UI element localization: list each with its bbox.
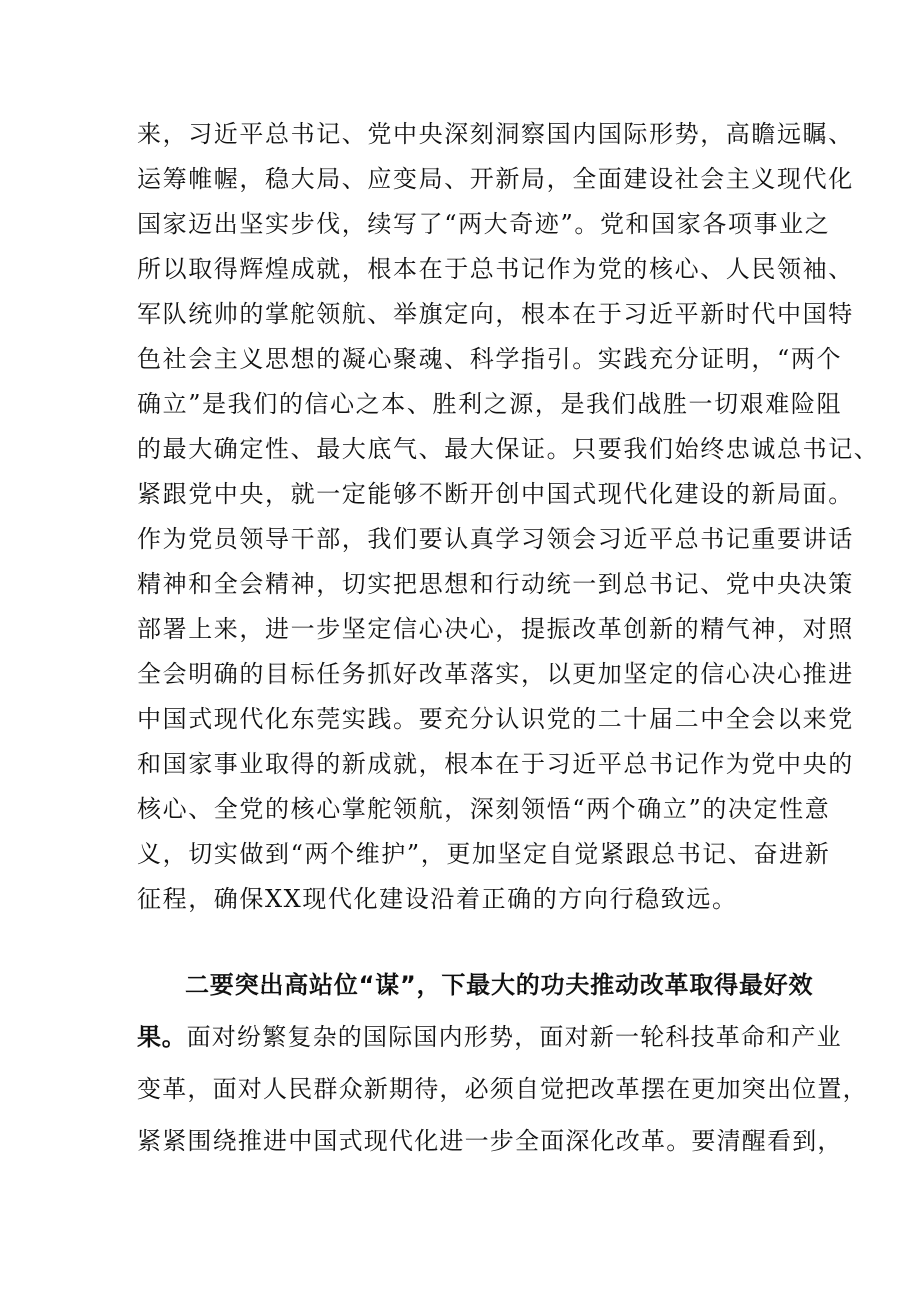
text-line: 和国家事业取得的新成就，根本在于习近平总书记作为党中央的 bbox=[137, 750, 854, 778]
text-line: 紧紧围绕推进中国式现代化进一步全面深化改革。要清醒看到， bbox=[137, 1127, 843, 1155]
text-line: 变革，面对人民群众新期待，必须自觉把改革摆在更加突出位置， bbox=[137, 1075, 868, 1103]
text-line: 来，习近平总书记、党中央深刻洞察国内国际形势，高瞻远瞩、 bbox=[137, 120, 854, 148]
text-line: 部署上来，进一步坚定信心决心，提振改革创新的精气神，对照 bbox=[137, 615, 854, 643]
text-line bbox=[137, 1011, 842, 1063]
paragraph-1 bbox=[137, 112, 880, 922]
text-line: 军队统帅的掌舵领航、举旗定向，根本在于习近平新时代中国特 bbox=[137, 300, 854, 328]
text-line: 中国式现代化东莞实践。要充分认识党的二十届二中全会以来党 bbox=[137, 705, 854, 733]
text-line: 作为党员领导干部，我们要认真学习领会习近平总书记重要讲话 bbox=[137, 525, 854, 553]
text-line: 国家迈出坚实步伐，续写了“两大奇迹”。党和国家各项事业之 bbox=[137, 210, 831, 238]
text-line: 运筹帷幄，稳大局、应变局、开新局，全面建设社会主义现代化 bbox=[137, 165, 854, 193]
text-line: 征程，确保XX现代化建设沿着正确的方向行稳致远。 bbox=[137, 885, 738, 913]
text-line: 所以取得辉煌成就，根本在于总书记作为党的核心、人民领袖、 bbox=[137, 255, 854, 283]
text-line: 确立”是我们的信心之本、胜利之源，是我们战胜一切艰难险阻 bbox=[137, 390, 843, 418]
section-heading: 二要突出高站位“谋”，下最大的功夫推动改革取得最好效 bbox=[185, 971, 814, 999]
text-line: 紧跟党中央，就一定能够不断开创中国式现代化建设的新局面。 bbox=[137, 480, 854, 508]
text-line: 核心、全党的核心掌舵领航，深刻领悟“两个确立”的决定性意 bbox=[137, 795, 831, 823]
text-line: 色社会主义思想的凝心聚魂、科学指引。实践充分证明，“两个 bbox=[137, 345, 843, 373]
text-line: 的最大确定性、最大底气、最大保证。只要我们始终忠诚总书记、 bbox=[137, 435, 880, 463]
text-line: 义，切实做到“两个维护”，更加坚定自觉紧跟总书记、奋进新 bbox=[137, 840, 831, 868]
text-line: 精神和全会精神，切实把思想和行动统一到总书记、党中央决策 bbox=[137, 570, 854, 598]
paragraph-2 bbox=[137, 959, 868, 1167]
section-heading-end: 果。 bbox=[137, 1023, 187, 1051]
text-segment: 面对纷繁复杂的国际国内形势，面对新一轮科技革命和产业 bbox=[186, 1023, 842, 1051]
text-line: 全会明确的目标任务抓好改革落实，以更加坚定的信心决心推进 bbox=[137, 660, 854, 688]
